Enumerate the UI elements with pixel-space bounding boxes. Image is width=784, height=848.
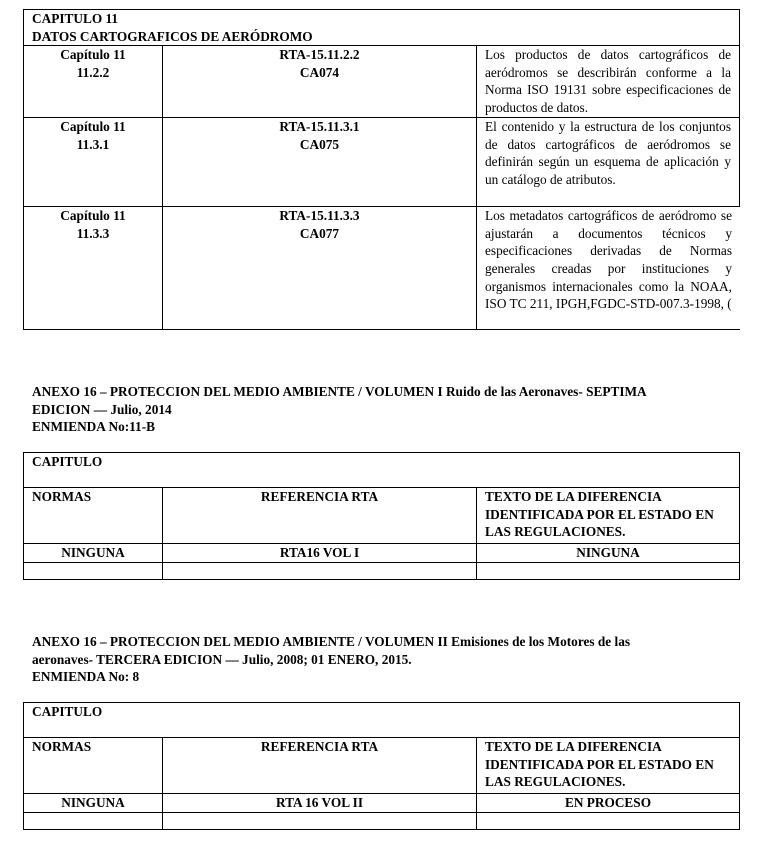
chapter11-table xyxy=(23,9,740,330)
texto-cell-content: Los metadatos cartográficos de aeródromo se ajustarán a documentos técnicos y especificaciones derivadas de Normas generales creadas por instituciones y organismos internacionales como la NOAA, ISO TC 211, IPGH,FGDC-STD-007.3-1998, ( xyxy=(485,208,732,312)
table-row xyxy=(24,207,740,330)
norma-cell xyxy=(24,207,163,330)
empty-cell xyxy=(163,562,477,579)
normas-header: NORMAS xyxy=(24,488,163,544)
referencia-ca: CA077 xyxy=(299,225,340,241)
referencia-rta: RTA-15.11.3.3 xyxy=(279,208,360,224)
norma-chapter: Capítulo 11 xyxy=(60,47,126,63)
table-row xyxy=(24,46,740,118)
norma-cell xyxy=(24,46,163,118)
texto-value: NINGUNA xyxy=(477,544,740,563)
referencia-rta: RTA-15.11.3.1 xyxy=(279,119,360,135)
texto-value: EN PROCESO xyxy=(477,794,740,813)
empty-cell xyxy=(477,562,740,579)
referencia-value: RTA16 VOL I xyxy=(163,544,477,563)
chapter11-title-line1: CAPITULO 11 xyxy=(32,11,119,26)
annex1-heading-line1: ANEXO 16 – PROTECCION DEL MEDIO AMBIENTE / VOLUMEN I Ruido de las Aeronaves- SEPTIMA xyxy=(32,384,647,399)
table-row xyxy=(24,544,740,563)
annex1-heading-line3: ENMIENDA No:11-B xyxy=(32,419,156,435)
texto-cell xyxy=(477,207,740,330)
chapter11-title-line2: DATOS CARTOGRAFICOS DE AERÓDROMO xyxy=(32,28,313,44)
annex2-heading-line2: aeronaves- TERCERA EDICION — Julio, 2008; 01 ENERO, 2015. xyxy=(32,651,412,667)
texto-header: TEXTO DE LA DIFERENCIA IDENTIFICADA POR EL ESTADO EN LAS REGULACIONES. xyxy=(477,488,740,544)
norma-section: 11.3.3 xyxy=(76,225,110,241)
normas-value: NINGUNA xyxy=(24,794,163,813)
annex2-table xyxy=(23,702,740,830)
table-row xyxy=(24,794,740,813)
texto-header: TEXTO DE LA DIFERENCIA IDENTIFICADA POR EL ESTADO EN LAS REGULACIONES. xyxy=(477,738,740,794)
annex2-heading xyxy=(32,633,630,686)
texto-cell: El contenido y la estructura de los conjuntos de datos cartográficos de aeródromos se definirán según un esquema de aplicación y un catálogo de atributos. xyxy=(477,118,740,207)
referencia-cell xyxy=(163,207,477,330)
annex2-heading-line1: ANEXO 16 – PROTECCION DEL MEDIO AMBIENTE / VOLUMEN II Emisiones de los Motores de las xyxy=(32,634,631,649)
referencia-header: REFERENCIA RTA xyxy=(163,488,477,544)
referencia-rta: RTA-15.11.2.2 xyxy=(279,47,360,63)
annex1-table xyxy=(23,452,740,580)
capitulo-cell: CAPITULO xyxy=(24,703,740,738)
capitulo-cell: CAPITULO xyxy=(24,453,740,488)
table-row xyxy=(24,812,740,829)
referencia-cell xyxy=(163,46,477,118)
norma-cell xyxy=(24,118,163,207)
norma-chapter: Capítulo 11 xyxy=(60,208,126,224)
norma-section: 11.3.1 xyxy=(76,136,110,152)
table-row xyxy=(24,118,740,207)
referencia-ca: CA075 xyxy=(299,136,340,152)
normas-header: NORMAS xyxy=(24,738,163,794)
norma-section: 11.2.2 xyxy=(76,64,110,80)
norma-chapter: Capítulo 11 xyxy=(60,119,126,135)
table-row xyxy=(24,562,740,579)
empty-cell xyxy=(477,812,740,829)
referencia-value: RTA 16 VOL II xyxy=(163,794,477,813)
texto-cell: Los productos de datos cartográficos de aeródromos se describirán conforme a la Norma ISO 19131 sobre especificaciones de productos de datos. xyxy=(477,46,740,118)
empty-cell xyxy=(163,812,477,829)
normas-value: NINGUNA xyxy=(24,544,163,563)
annex1-heading-line2: EDICION — Julio, 2014 xyxy=(32,401,172,417)
annex2-heading-line3: ENMIENDA No: 8 xyxy=(32,669,140,685)
empty-cell xyxy=(24,562,163,579)
chapter11-title-cell xyxy=(24,10,740,46)
referencia-header: REFERENCIA RTA xyxy=(163,738,477,794)
empty-cell xyxy=(24,812,163,829)
referencia-ca: CA074 xyxy=(299,64,340,80)
referencia-cell xyxy=(163,118,477,207)
annex1-heading xyxy=(32,383,647,436)
